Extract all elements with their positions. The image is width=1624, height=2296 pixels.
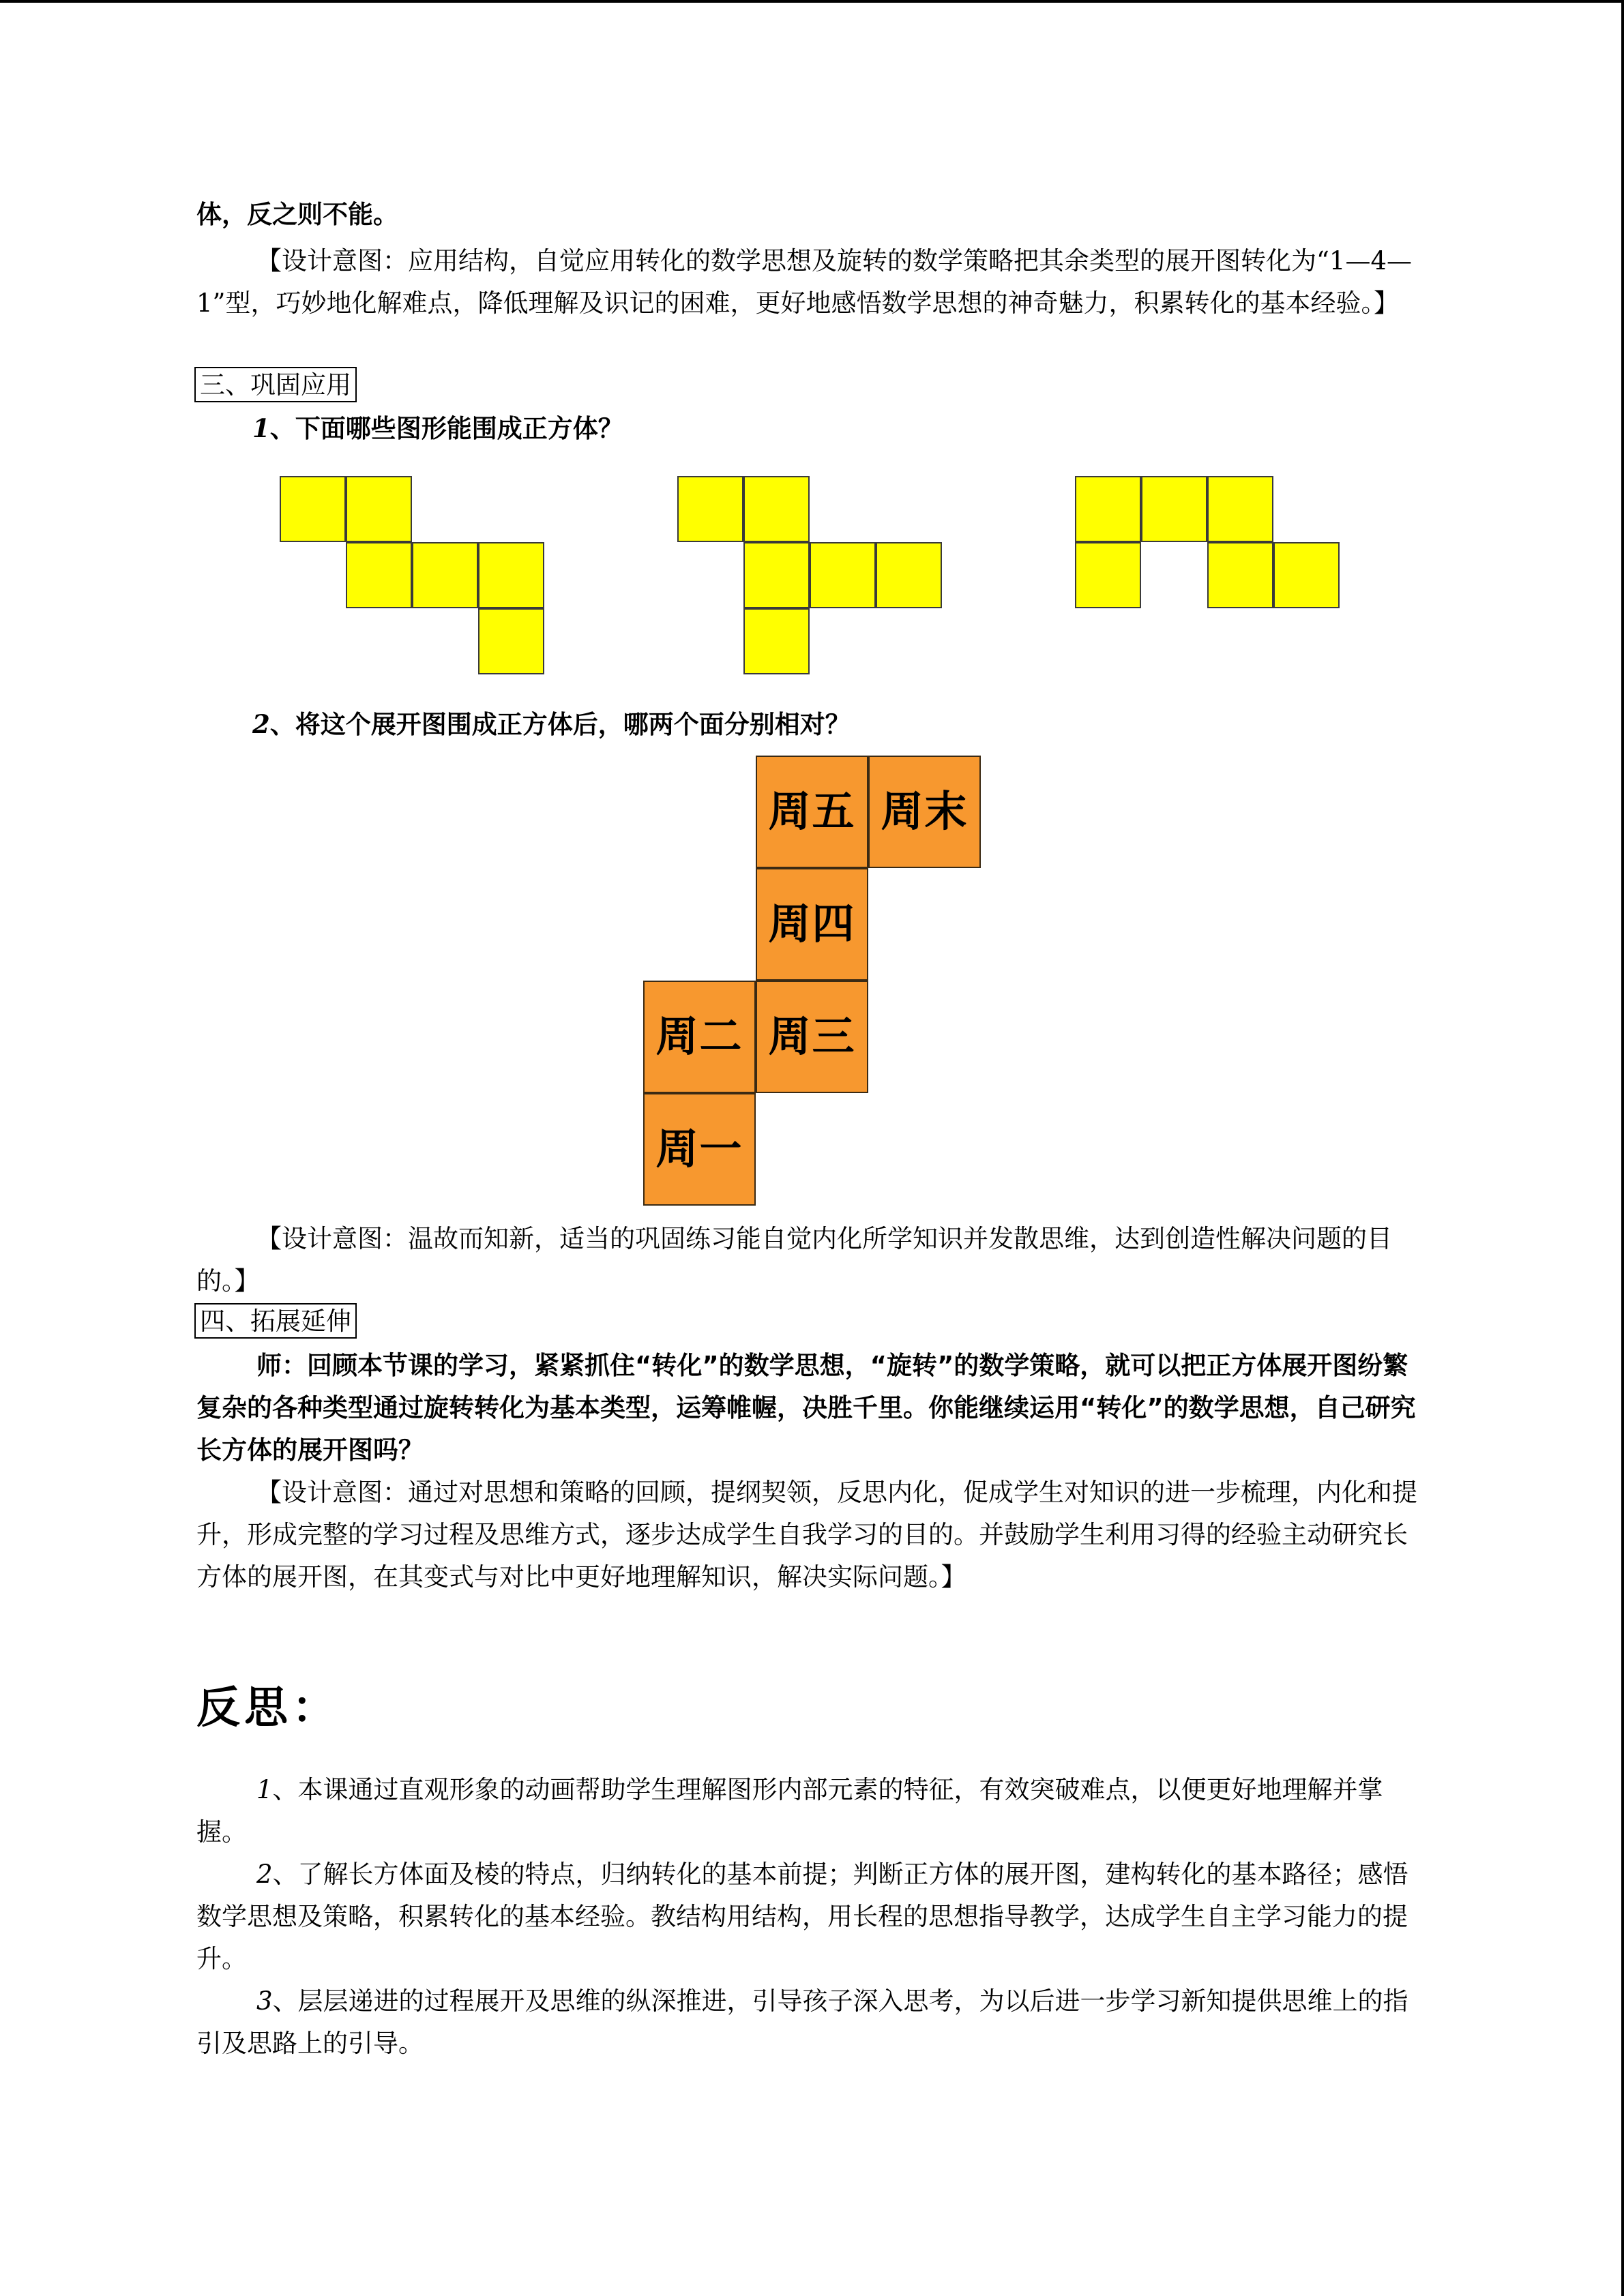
face-monday: 周一 <box>643 1093 756 1206</box>
net-square <box>478 608 544 674</box>
reflection-item-3-text: 、层层递进的过程展开及思维的纵深推进，引导孩子深入思考，为以后进一步学习新知提供思维上的指引及思路上的引导。 <box>196 1986 1408 2058</box>
face-tuesday: 周二 <box>643 981 756 1093</box>
question-2 <box>252 706 851 743</box>
net-square <box>810 542 876 608</box>
question-1 <box>252 411 623 447</box>
teacher-remarks: 师：回顾本节课的学习，紧紧抓住“转化”的数学思想，“旋转”的数学策略，就可以把正方体展开图纷繁复杂的各种类型通过旋转转化为基本类型，运筹帷幄，决胜千里。你能继续运用“转化”的数学思想，自己研究长方体的展开图吗？ <box>196 1351 1416 1465</box>
net-square <box>280 476 346 542</box>
face-wednesday: 周三 <box>756 981 868 1093</box>
intro-line: 体，反之则不能。 <box>196 200 398 229</box>
design-intent-2: 【设计意图：温故而知新，适当的巩固练习能自觉内化所学知识并发散思维，达到创造性解决问题的目的。】 <box>196 1224 1392 1296</box>
net-square <box>1075 542 1141 608</box>
reflection-item-1 <box>196 1769 1432 1853</box>
net-square <box>677 476 743 542</box>
question-1-text: 、下面哪些图形能围成正方体？ <box>269 414 623 443</box>
reflection-item-1-text: 、本课通过直观形象的动画帮助学生理解图形内部元素的特征，有效突破难点，以便更好地理解并掌握。 <box>196 1775 1383 1847</box>
net-square <box>743 542 810 608</box>
reflection-heading: 反思： <box>196 1682 340 1733</box>
net-square <box>743 476 810 542</box>
net-square <box>346 476 412 542</box>
reflection-item-2 <box>196 1853 1432 1980</box>
reflection-item-2-text: 、了解长方体面及棱的特点，归纳转化的基本前提；判断正方体的展开图，建构转化的基本路径；感悟数学思想及策略，积累转化的基本经验。教结构用结构，用长程的思想指导教学，达成学生自主学习能力的提升。 <box>196 1860 1408 1973</box>
reflection-item-1-number: 1 <box>256 1775 273 1804</box>
net-square <box>1273 542 1340 608</box>
net-square <box>1207 476 1273 542</box>
net-square <box>1075 476 1141 542</box>
page-top-border <box>0 0 1624 3</box>
net-square <box>478 542 544 608</box>
face-friday: 周五 <box>756 756 868 868</box>
net-square <box>743 608 810 674</box>
section-title-extension: 四、拓展延伸 <box>194 1303 357 1339</box>
face-thursday: 周四 <box>756 868 868 981</box>
page-right-border <box>1621 0 1624 2296</box>
net-square <box>1141 476 1207 542</box>
design-intent-3: 【设计意图：通过对思想和策略的回顾，提纲契领，反思内化，促成学生对知识的进一步梳理，内化和提升，形成完整的学习过程及思维方式，逐步达成学生自我学习的目的。并鼓励学生利用习得的经验主动研究长方体的展开图，在其变式与对比中更好地理解知识，解决实际问题。】 <box>196 1478 1417 1592</box>
net-square <box>876 542 942 608</box>
net-square <box>346 542 412 608</box>
face-weekend: 周末 <box>868 756 981 868</box>
reflection-item-3-number: 3 <box>256 1986 273 2016</box>
question-2-number: 2 <box>252 709 270 739</box>
question-2-text: 、将这个展开图围成正方体后，哪两个面分别相对？ <box>269 710 851 739</box>
reflection-item-2-number: 2 <box>256 1860 273 1889</box>
section-title-consolidate: 三、巩固应用 <box>194 367 357 402</box>
net-square <box>1207 542 1273 608</box>
reflection-item-3 <box>196 1980 1432 2065</box>
design-intent-1: 【设计意图：应用结构，自觉应用转化的数学思想及旋转的数学策略把其余类型的展开图转化为“1—4—1”型，巧妙地化解难点，降低理解及识记的困难，更好地感悟数学思想的神奇魅力，积累转化的基本经验。】 <box>196 246 1412 318</box>
net-square <box>412 542 478 608</box>
question-1-number: 1 <box>252 413 270 443</box>
